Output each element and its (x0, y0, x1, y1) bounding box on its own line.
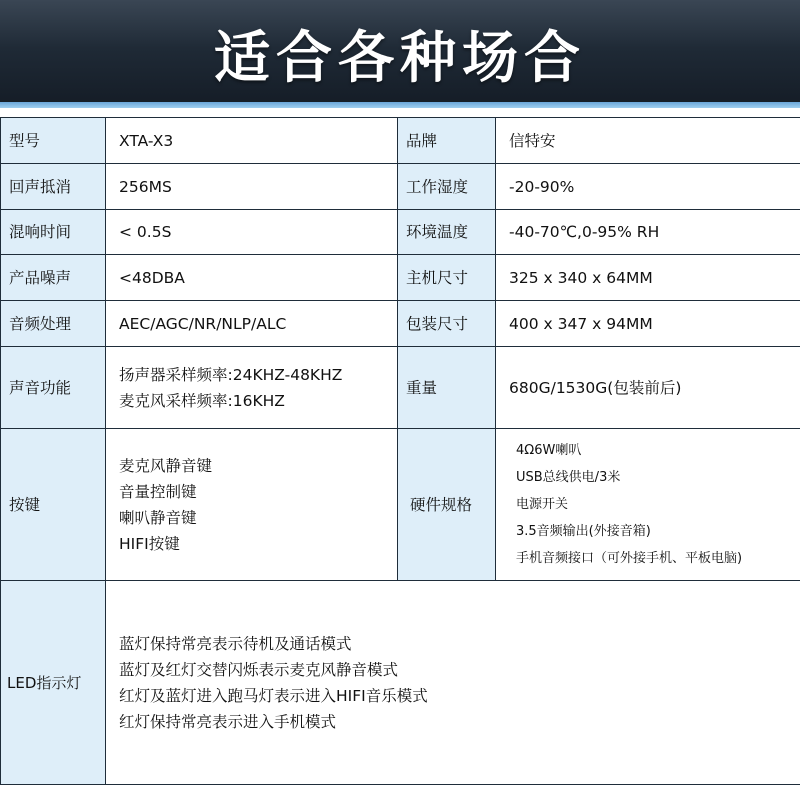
host-size-value: 325 x 340 x 64MM (496, 255, 800, 301)
table-row (1, 581, 800, 785)
page-title: 适合各种场合 (214, 26, 586, 91)
led-line: 蓝灯及红灯交替闪烁表示麦克风静音模式 (119, 660, 399, 679)
table-row (1, 210, 800, 255)
spec-table (0, 117, 800, 785)
table-row (1, 347, 800, 429)
weight-label: 重量 (398, 347, 496, 429)
weight-value: 680G/1530G(包装前后) (496, 347, 800, 429)
led-label: LED指示灯 (1, 581, 106, 785)
echo-label: 回声抵消 (1, 164, 106, 210)
buttons-line: HIFI按键 (119, 534, 180, 553)
env-temp-value: -40-70℃,0-95% RH (496, 210, 800, 255)
page-header (0, 0, 800, 108)
model-value: XTA-X3 (106, 118, 398, 164)
led-value (106, 581, 800, 785)
humidity-label: 工作湿度 (398, 164, 496, 210)
buttons-line: 音量控制键 (119, 482, 197, 501)
pack-size-value: 400 x 347 x 94MM (496, 301, 800, 347)
buttons-value (106, 429, 398, 581)
table-row (1, 164, 800, 210)
header-accent-band (0, 102, 800, 108)
audio-proc-label: 音频处理 (1, 301, 106, 347)
reverb-value: < 0.5S (106, 210, 398, 255)
hardware-label: 硬件规格 (398, 429, 496, 581)
noise-label: 产品噪声 (1, 255, 106, 301)
hardware-line: USB总线供电/3米 (516, 470, 621, 485)
led-line: 蓝灯保持常亮表示待机及通话模式 (119, 634, 352, 653)
hardware-value (496, 429, 800, 581)
table-row (1, 255, 800, 301)
env-temp-label: 环境温度 (398, 210, 496, 255)
led-line: 红灯及蓝灯进入跑马灯表示进入HIFI音乐模式 (119, 686, 428, 705)
sound-label: 声音功能 (1, 347, 106, 429)
brand-label: 品牌 (398, 118, 496, 164)
buttons-label: 按键 (1, 429, 106, 581)
hardware-line: 4Ω6W喇叭 (516, 443, 582, 458)
reverb-label: 混响时间 (1, 210, 106, 255)
noise-value: <48DBA (106, 255, 398, 301)
model-label: 型号 (1, 118, 106, 164)
host-size-label: 主机尺寸 (398, 255, 496, 301)
audio-proc-value: AEC/AGC/NR/NLP/ALC (106, 301, 398, 347)
humidity-value: -20-90% (496, 164, 800, 210)
brand-value: 信特安 (496, 118, 800, 164)
sound-line: 麦克风采样频率:16KHZ (119, 391, 285, 410)
hardware-line: 3.5音频输出(外接音箱) (516, 524, 651, 539)
sound-line: 扬声器采样频率:24KHZ-48KHZ (119, 365, 343, 384)
table-row (1, 118, 800, 164)
table-row (1, 429, 800, 581)
buttons-line: 喇叭静音键 (119, 508, 197, 527)
led-line: 红灯保持常亮表示进入手机模式 (119, 712, 337, 731)
sound-value (106, 347, 398, 429)
hardware-line: 手机音频接口（可外接手机、平板电脑) (516, 551, 743, 566)
table-row (1, 301, 800, 347)
pack-size-label: 包装尺寸 (398, 301, 496, 347)
echo-value: 256MS (106, 164, 398, 210)
buttons-line: 麦克风静音键 (119, 456, 213, 475)
hardware-line: 电源开关 (516, 497, 569, 512)
